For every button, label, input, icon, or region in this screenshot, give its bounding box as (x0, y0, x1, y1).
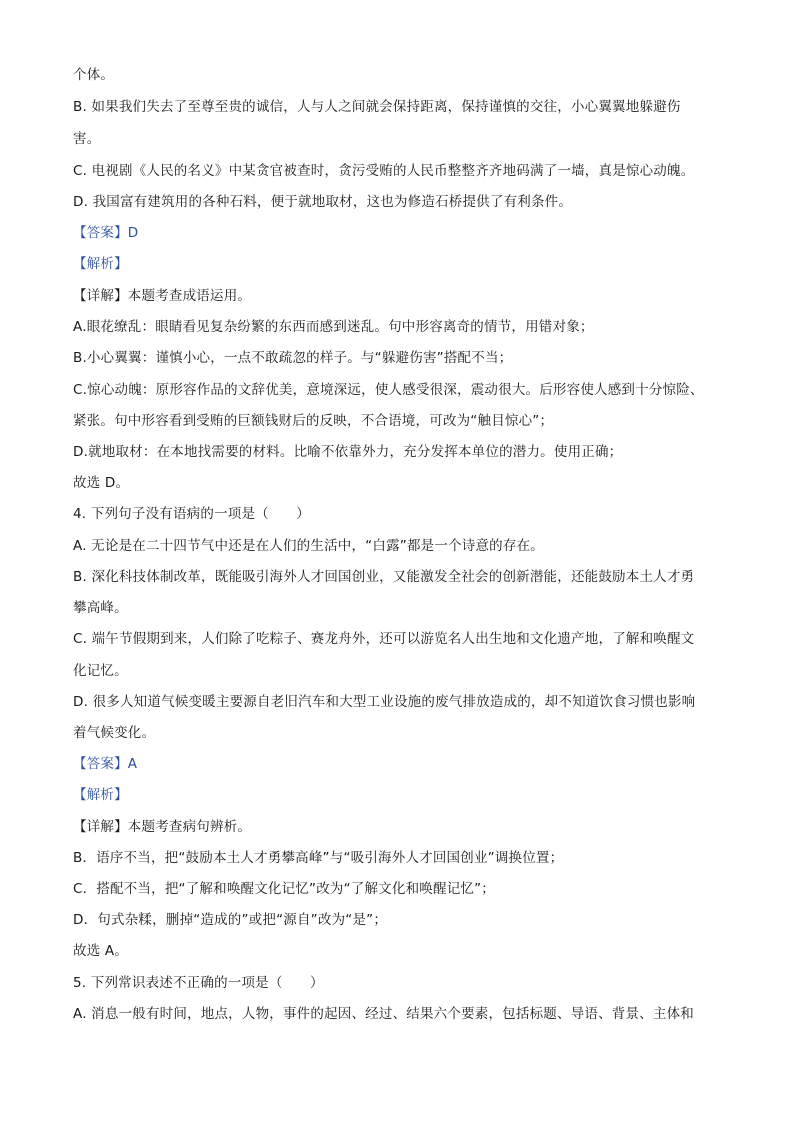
option-a-line: A. 无论是在二十四节气中还是在人们的生活中，“白露”都是一个诗意的存在。 (73, 538, 544, 554)
option-b-line: B. 深化科技体制改革，既能吸引海外人才回国创业，又能激发全社会的创新潜能，还能鼓励本土人才勇 (73, 569, 695, 585)
conclusion-line: 故选 A。 (73, 943, 129, 959)
explanation-c: C．搭配不当，把“了解和唤醒文化记忆”改为“了解文化和唤醒记忆”； (73, 881, 496, 897)
option-a-line: A. 消息一般有时间，地点，人物，事件的起因、经过、结果六个要素，包括标题、导语、背景、主体和 (73, 1006, 694, 1022)
explanation-c-cont: 紧张。句中形容看到受贿的巨额钱财后的反映，不合语境，可改为“触目惊心”； (73, 413, 554, 429)
conclusion-line: 故选 D。 (73, 475, 130, 491)
question-4-stem: 4. 下列句子没有语病的一项是（ ） (73, 506, 310, 522)
analysis-label: 【解析】 (73, 787, 128, 803)
option-d-line: D. 很多人知道气候变暖主要源自老旧汽车和大型工业设施的废气排放造成的，却不知道饮食习惯也影响 (73, 694, 696, 710)
explanation-a: A.眼花缭乱：眼睛看见复杂纷繁的东西而感到迷乱。句中形容离奇的情节，用错对象； (73, 319, 594, 335)
analysis-label: 【解析】 (73, 256, 128, 272)
text-line: 攀高峰。 (73, 600, 128, 616)
explanation-d: D.就地取材：在本地找需要的材料。比喻不依靠外力，充分发挥本单位的潜力。使用正确； (73, 444, 623, 460)
answer-label: 【答案】D (73, 225, 139, 241)
detail-line: 【详解】本题考查成语运用。 (73, 288, 252, 304)
option-b-line: B. 如果我们失去了至尊至贵的诚信，人与人之间就会保持距离，保持谨慎的交往，小心翼翼地躲避伤 (73, 99, 681, 115)
text-line: 化记忆。 (73, 663, 128, 679)
answer-label: 【答案】A (73, 756, 138, 772)
explanation-d: D．句式杂糅，删掉“造成的”或把“源自”改为“是”； (73, 912, 388, 928)
option-c-line: C. 端午节假期到来，人们除了吃粽子、赛龙舟外，还可以游览名人出生地和文化遗产地，了解和唤醒文 (73, 631, 695, 647)
option-d-line: D. 我国富有建筑用的各种石料，便于就地取材，这也为修造石桥提供了有利条件。 (73, 194, 573, 210)
text-line: 个体。 (73, 67, 115, 83)
question-5-stem: 5. 下列常识表述不正确的一项是（ ） (73, 975, 324, 991)
text-line: 着气候变化。 (73, 725, 156, 741)
explanation-b: B.小心翼翼：谨慎小心，一点不敢疏忽的样子。与“躲避伤害”搭配不当； (73, 350, 513, 366)
explanation-c: C.惊心动魄：原形容作品的文辞优美，意境深远，使人感受很深，震动很大。后形容使人感到十分惊险、 (73, 382, 704, 398)
explanation-b: B．语序不当，把“鼓励本土人才勇攀高峰”与“吸引海外人才回国创业”调换位置； (73, 850, 564, 866)
text-line: 害。 (73, 131, 101, 147)
option-c-line: C. 电视剧《人民的名义》中某贪官被查时，贪污受贿的人民币整整齐齐地码满了一墙，真是惊心动魄。 (73, 163, 695, 179)
detail-line: 【详解】本题考查病句辨析。 (73, 819, 252, 835)
